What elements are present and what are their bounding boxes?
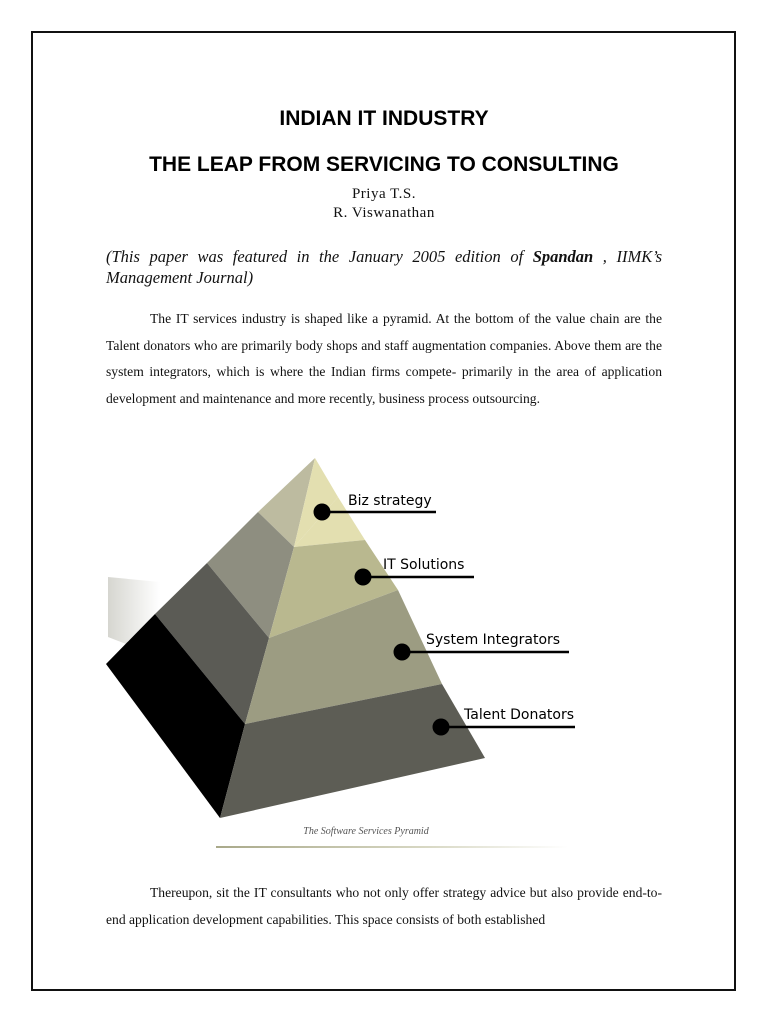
talent-donators-dot xyxy=(433,719,450,736)
software-services-pyramid xyxy=(100,452,590,827)
caption-rule xyxy=(216,846,568,848)
author-1: Priya T.S. xyxy=(351,186,417,202)
figure-caption: The Software Services Pyramid xyxy=(303,826,429,837)
paragraph-1 xyxy=(106,306,662,412)
talent-donators-label: Talent Donators xyxy=(464,707,575,723)
note-prefix: (This paper was featured in the January 2005 edition of xyxy=(106,247,533,266)
it-solutions-dot xyxy=(355,569,372,586)
paragraph-1-text: The IT services industry is shaped like a pyramid. At the bottom of the value chain are the Talent donators who are primarily body shops and staff augmentation companies. Above them are the system integrators, which is where the Indian firms compete- primarily in the area of application development and maintenance and more recently, business process outsourcing. xyxy=(106,311,662,406)
author-2: R. Viswanathan xyxy=(333,205,435,221)
system-integrators-dot xyxy=(394,644,411,661)
note-suffix: , IIMK’s Management Journal) xyxy=(106,247,662,287)
biz-strategy-dot xyxy=(314,504,331,521)
publication-note xyxy=(106,246,662,288)
system-integrators-label: System Integrators xyxy=(426,632,561,648)
paragraph-2 xyxy=(106,880,662,933)
biz-strategy-label: Biz strategy xyxy=(348,493,432,509)
document-subtitle: THE LEAP FROM SERVICING TO CONSULTING xyxy=(149,153,619,176)
journal-name: Spandan xyxy=(532,247,594,266)
it-solutions-label: IT Solutions xyxy=(383,557,465,573)
document-title: INDIAN IT INDUSTRY xyxy=(279,107,489,130)
paragraph-2-text: Thereupon, sit the IT consultants who not only offer strategy advice but also provide end-to-end application development capabilities. This space consists of both established xyxy=(106,885,662,927)
